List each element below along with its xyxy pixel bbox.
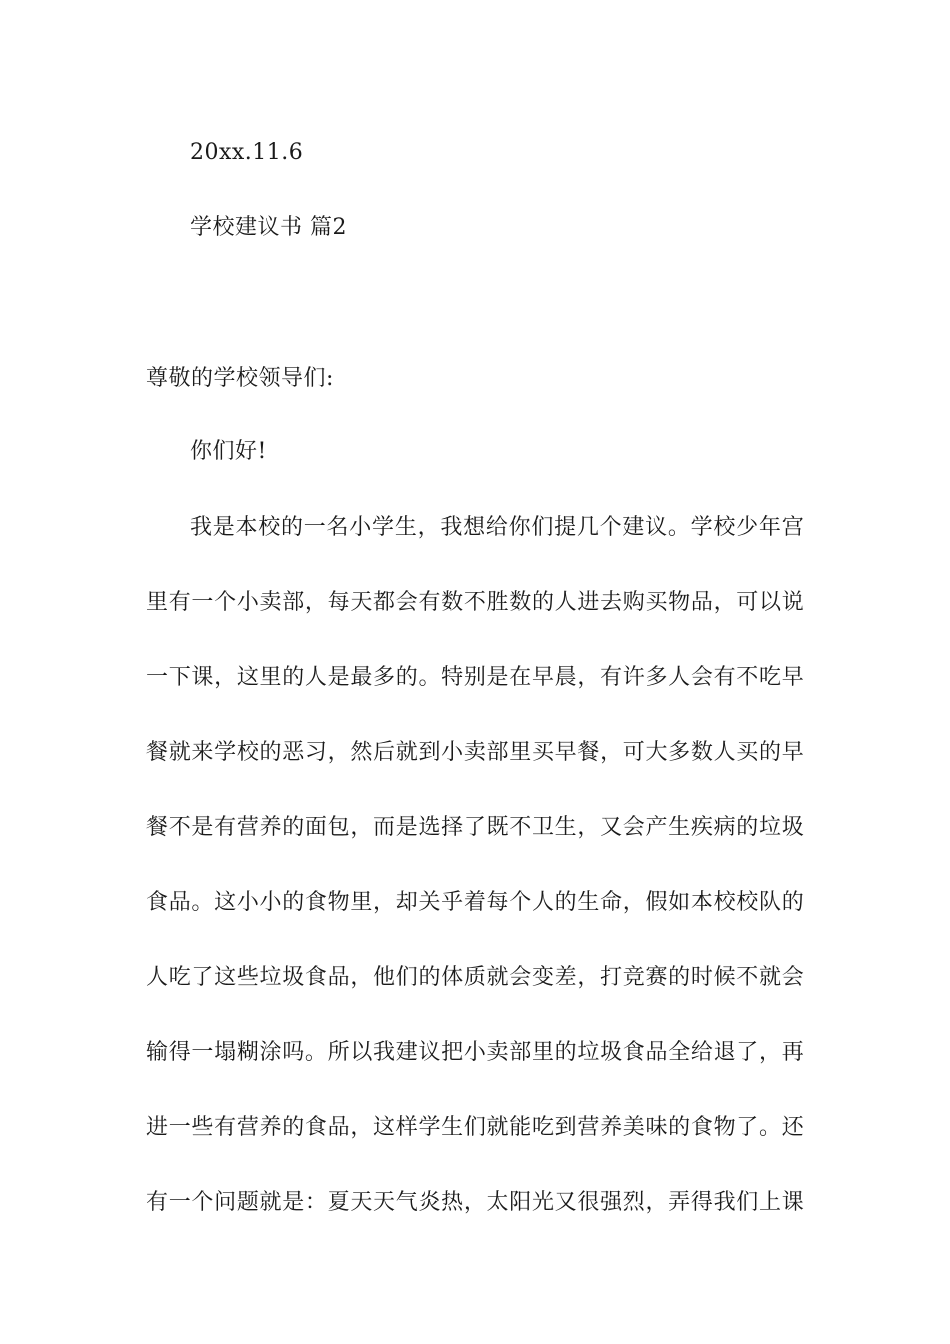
salutation: 尊敬的学校领导们: xyxy=(146,366,334,391)
body-line: 一下课，这里的人是最多的。特别是在早晨，有许多人会有不吃早 xyxy=(146,665,804,690)
body-line: 人吃了这些垃圾食品，他们的体质就会变差，打竞赛的时候不就会 xyxy=(146,965,804,990)
body-line: 输得一塌糊涂吗。所以我建议把小卖部里的垃圾食品全给退了，再 xyxy=(146,1040,804,1065)
greeting: 你们好! xyxy=(190,439,267,464)
body-line: 我是本校的一名小学生，我想给你们提几个建议。学校少年宫 xyxy=(190,515,804,540)
body-line: 里有一个小卖部，每天都会有数不胜数的人进去购买物品，可以说 xyxy=(146,590,804,615)
body-line: 进一些有营养的食品，这样学生们就能吃到营养美味的食物了。还 xyxy=(146,1115,804,1140)
body-line: 餐不是有营养的面包，而是选择了既不卫生，又会产生疾病的垃圾 xyxy=(146,815,804,840)
body-line: 食品。这小小的食物里，却关乎着每个人的生命，假如本校校队的 xyxy=(146,890,804,915)
date-line: 20xx.11.6 xyxy=(190,140,304,165)
body-line: 有一个问题就是：夏天天气炎热，太阳光又很强烈，弄得我们上课 xyxy=(146,1190,804,1215)
body-line: 餐就来学校的恶习，然后就到小卖部里买早餐，可大多数人买的早 xyxy=(146,740,804,765)
section-title: 学校建议书 篇2 xyxy=(190,215,347,240)
